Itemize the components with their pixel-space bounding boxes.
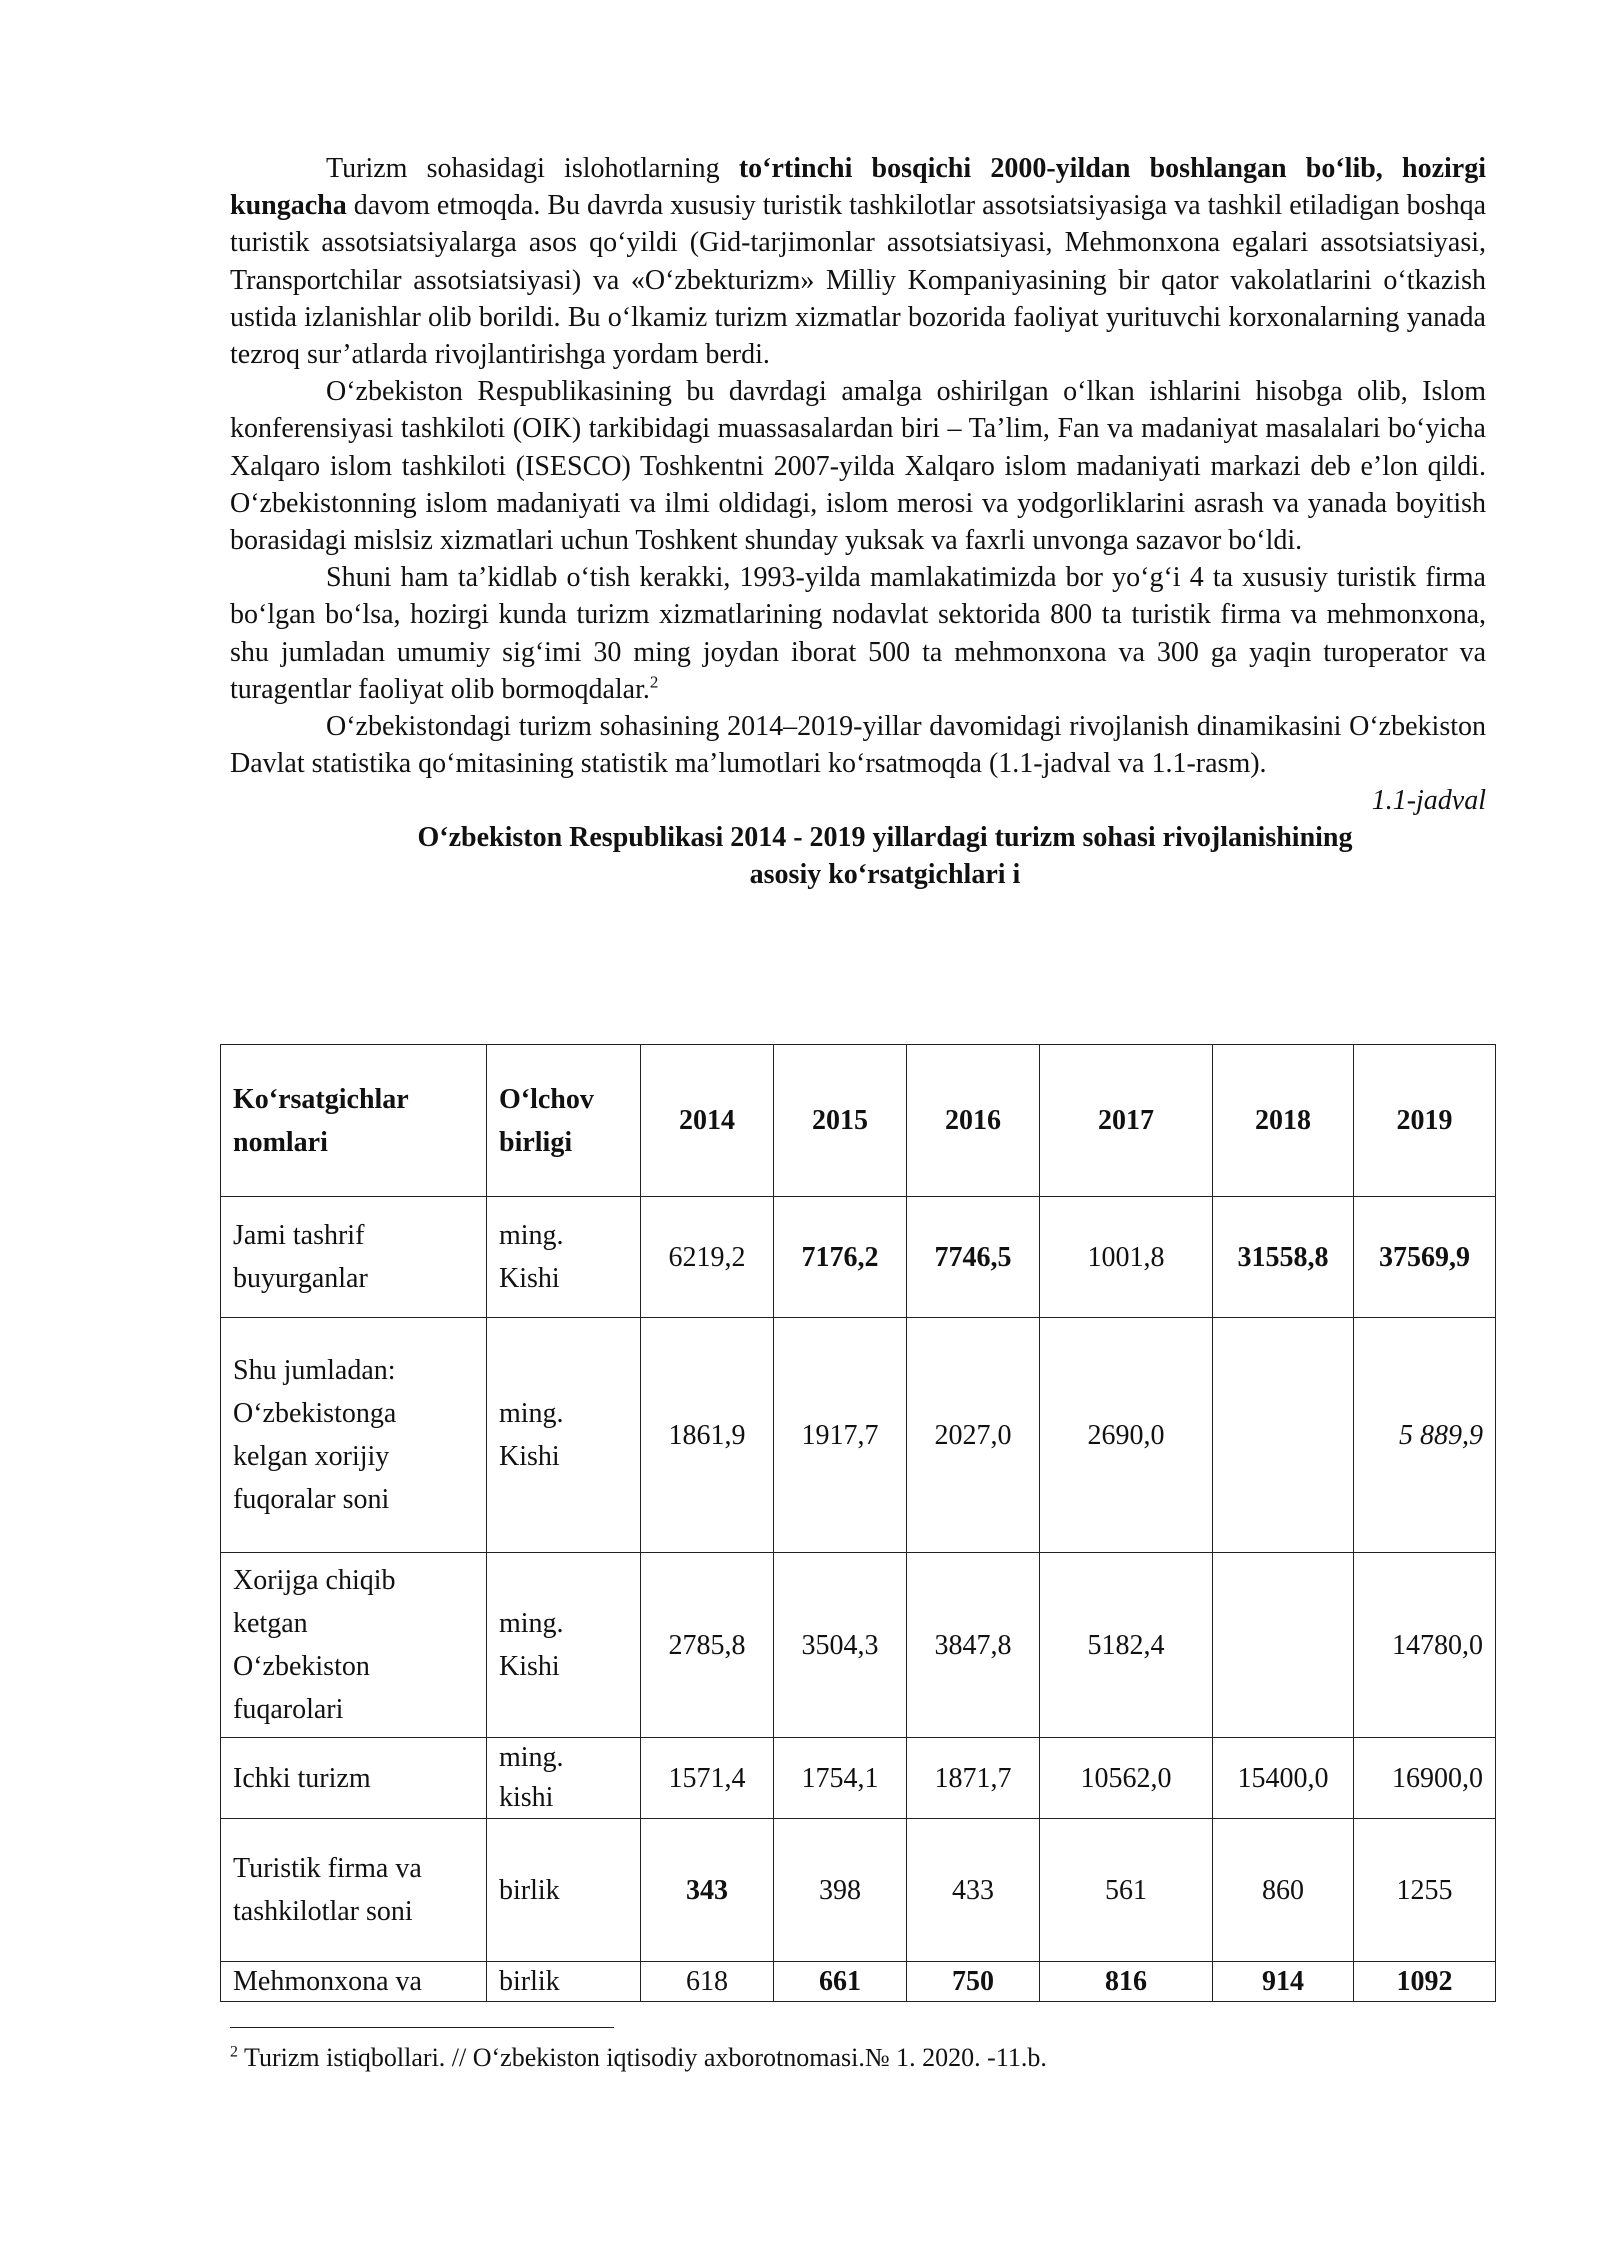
paragraph-1-rest: davom etmoqda. Bu davrda xususiy turistik tashkilotlar assotsiatsiyasiga va tashkil etiladigan boshqa turistik assotsiatsiyalarga asos qo‘yildi (Gid-tarjimonlar assotsiatsiyasi, Mehmonxona egalari assotsiatsiyasi, Transportchilar assotsiatsiyasi) va «O‘zbekturizm» Milliy Kompaniyasining bir qator vakolatlarini o‘tkazish ustida izlanishlar olib borildi. Bu o‘lkamiz turizm xizmatlar bozorida faoliyat yurituvchi korxonalarning yanada tezroq sur’atlarda rivojlantirishga yordam berdi. [230, 190, 1486, 371]
table-row [221, 1553, 1496, 1738]
table-cell: 1917,7 [774, 1318, 907, 1553]
row-unit [487, 1318, 641, 1553]
table-cell: 1571,4 [641, 1738, 774, 1819]
table-title-line1: O‘zbekiston Respublikasi 2014 - 2019 yillardagi turizm sohasi rivojlanishining [417, 822, 1353, 854]
header-year: 2015 [774, 1045, 907, 1197]
row-name [221, 1819, 487, 1962]
header-year: 2016 [907, 1045, 1040, 1197]
row-name-line: Shu jumladan: [233, 1355, 396, 1386]
row-name: Ichki turizm [221, 1738, 487, 1819]
row-name-line: Jami tashrif [233, 1220, 365, 1251]
table-cell: 6219,2 [641, 1197, 774, 1318]
footnote [230, 2040, 1047, 2076]
table-cell: 3504,3 [774, 1553, 907, 1738]
row-name-line: fuqoralar soni [233, 1484, 390, 1515]
row-unit [487, 1738, 641, 1819]
row-name-line: tashkilotlar soni [233, 1896, 413, 1927]
header-unit-line1: O‘lchov [499, 1083, 594, 1115]
table-cell: 1001,8 [1040, 1197, 1213, 1318]
row-unit-line: kishi [499, 1782, 554, 1813]
table-cell: 1255 [1354, 1819, 1496, 1962]
paragraph-1-bold: to‘rtinchi bosqichi 2000-yildan boshlangan bo‘lib, hozirgi kungacha [230, 153, 1486, 222]
table-cell: 2027,0 [907, 1318, 1040, 1553]
row-name [221, 1197, 487, 1318]
row-unit-line: ming. [499, 1220, 564, 1251]
row-name-line: O‘zbekistonga [233, 1398, 397, 1429]
row-unit: birlik [487, 1962, 641, 2002]
table-cell: 37569,9 [1354, 1197, 1496, 1318]
row-unit-line: Kishi [499, 1651, 560, 1682]
header-indicator-name [221, 1045, 487, 1197]
row-unit-line: ming. [499, 1398, 564, 1429]
table-cell: 433 [907, 1819, 1040, 1962]
table-row [221, 1962, 1496, 2002]
tourism-indicators-table [220, 1044, 1496, 2002]
table-cell [1213, 1318, 1354, 1553]
paragraph-3 [230, 559, 1486, 708]
header-year: 2019 [1354, 1045, 1496, 1197]
row-name-line: Turistik firma va [233, 1853, 422, 1884]
row-name-line: fuqarolari [233, 1694, 344, 1725]
row-unit [487, 1553, 641, 1738]
table-cell: 5 889,9 [1354, 1318, 1496, 1553]
row-unit-line: Kishi [499, 1263, 560, 1294]
row-unit-line: Kishi [499, 1441, 560, 1472]
row-unit-line: ming. [499, 1608, 564, 1639]
footnote-divider [230, 2027, 614, 2028]
table-header-row [221, 1045, 1496, 1197]
header-name-line1: Ko‘rsatgichlar [233, 1083, 409, 1115]
table-cell: 1754,1 [774, 1738, 907, 1819]
table-cell: 3847,8 [907, 1553, 1040, 1738]
table-row [221, 1197, 1496, 1318]
paragraph-1 [230, 150, 1486, 373]
header-name-line2: nomlari [233, 1126, 328, 1158]
table-title-line2: asosiy ko‘rsatgichlari i [749, 859, 1021, 891]
table-cell: 750 [907, 1962, 1040, 2002]
table-cell: 10562,0 [1040, 1738, 1213, 1819]
paragraph-1-lead: Turizm sohasidagi islohotlarning [326, 153, 739, 184]
table-cell: 816 [1040, 1962, 1213, 2002]
table-cell: 914 [1213, 1962, 1354, 2002]
row-name: Mehmonxona va [221, 1962, 487, 2002]
row-name-line: buyurganlar [233, 1263, 368, 1294]
table-cell: 2690,0 [1040, 1318, 1213, 1553]
row-name-line: O‘zbekiston [233, 1651, 370, 1682]
table-cell: 398 [774, 1819, 907, 1962]
table-row [221, 1318, 1496, 1553]
table-cell: 7746,5 [907, 1197, 1040, 1318]
table-cell: 860 [1213, 1819, 1354, 1962]
table-cell: 31558,8 [1213, 1197, 1354, 1318]
row-name-line: kelgan xorijiy [233, 1441, 390, 1472]
table-cell: 1092 [1354, 1962, 1496, 2002]
footnote-ref[interactable]: 2 [649, 672, 659, 692]
paragraph-3-text: Shuni ham ta’kidlab o‘tish kerakki, 1993-yilda mamlakatimizda bor yo‘g‘i 4 ta xususiy turistik firma bo‘lgan bo‘lsa, hozirgi kunda turizm xizmatlarining nodavlat sektorida 800 ta turistik firma va mehmonxona, shu jumladan umumiy sig‘imi 30 ming joydan iborat 500 ta mehmonxona va 300 ga yaqin turoperator va turagentlar faoliyat olib bormoqdalar. [230, 562, 1486, 705]
paragraph-4: O‘zbekistondagi turizm sohasining 2014–2019-yillar davomidagi rivojlanish dinamikasini O‘zbekiston Davlat statistika qo‘mitasining statistik ma’lumotlari ko‘rsatmoqda (1.1-jadval va 1.1-rasm). [230, 711, 1486, 780]
row-unit-line: ming. [499, 1742, 564, 1773]
header-unit-line2: birligi [499, 1126, 573, 1158]
table-cell [1213, 1553, 1354, 1738]
row-unit [487, 1197, 641, 1318]
row-unit: birlik [487, 1819, 641, 1962]
footnote-text: Turizm istiqbollari. // O‘zbekiston iqtisodiy axborotnomasi.№ 1. 2020. -11.b. [238, 2043, 1047, 2072]
table-cell: 343 [641, 1819, 774, 1962]
table-cell: 1861,9 [641, 1318, 774, 1553]
table-cell: 5182,4 [1040, 1553, 1213, 1738]
table-cell: 1871,7 [907, 1738, 1040, 1819]
page-body [230, 150, 1486, 893]
table-cell: 16900,0 [1354, 1738, 1496, 1819]
row-name [221, 1318, 487, 1553]
table-cell: 7176,2 [774, 1197, 907, 1318]
table-cell: 14780,0 [1354, 1553, 1496, 1738]
table-cell: 15400,0 [1213, 1738, 1354, 1819]
header-unit [487, 1045, 641, 1197]
table-row [221, 1819, 1496, 1962]
paragraph-2: O‘zbekiston Respublikasining bu davrdagi amalga oshirilgan o‘lkan ishlarini hisobga olib, Islom konferensiyasi tashkiloti (OIK) tarkibidagi muassasalardan biri – Ta’lim, Fan va madaniyat masalalari bo‘yicha Xalqaro islom tashkiloti (ISESCO) Toshkentni 2007-yilda Xalqaro islom madaniyati markazi deb e’lon qildi. O‘zbekistonning islom madaniyati va ilmi oldidagi, islom merosi va yodgorliklarini asrash va yanada boyitish borasidagi mislsiz xizmatlari uchun Toshkent shunday yuksak va faxrli unvonga sazavor bo‘ldi. [230, 376, 1486, 557]
footnote-number: 2 [230, 2043, 238, 2061]
row-name-line: Xorijga chiqib [233, 1565, 396, 1596]
table-cell: 2785,8 [641, 1553, 774, 1738]
header-year: 2017 [1040, 1045, 1213, 1197]
table-title [340, 819, 1430, 893]
table-cell: 618 [641, 1962, 774, 2002]
row-name-line: ketgan [233, 1608, 308, 1639]
header-year: 2018 [1213, 1045, 1354, 1197]
table-cell: 661 [774, 1962, 907, 2002]
table-row [221, 1738, 1496, 1819]
table-cell: 561 [1040, 1819, 1213, 1962]
row-name [221, 1553, 487, 1738]
table-label: 1.1-jadval [1371, 785, 1486, 817]
header-year: 2014 [641, 1045, 774, 1197]
